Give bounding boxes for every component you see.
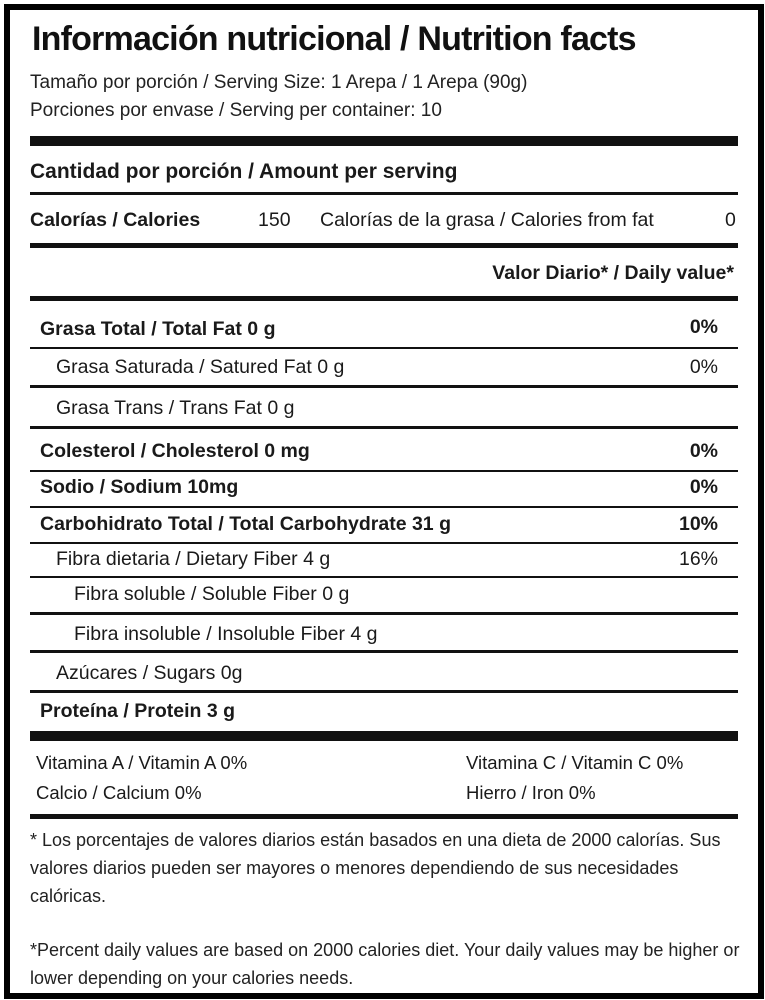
saturated-fat-label: Grasa Saturada / Satured Fat 0 g (56, 356, 345, 378)
divider-thick (30, 136, 738, 146)
nutrition-facts-label (4, 4, 764, 999)
total-fat-label: Grasa Total / Total Fat 0 g (40, 318, 276, 340)
cholesterol-dv: 0% (689, 440, 718, 462)
calories-from-fat-label: Calorías de la grasa / Calories from fat (320, 209, 654, 231)
calories-value: 150 (258, 209, 291, 231)
total-carbohydrate-label: Carbohidrato Total / Total Carbohydrate 31 g (40, 513, 451, 535)
divider (30, 347, 738, 349)
divider (30, 542, 738, 544)
total-carbohydrate-dv: 10% (678, 513, 718, 535)
divider-medium (30, 296, 738, 301)
servings-per-container: Porciones por envase / Serving per container: 10 (30, 100, 442, 121)
vitamin-a: Vitamina A / Vitamin A 0% (36, 752, 248, 773)
footnote-english: *Percent daily values are based on 2000 calories diet. Your daily values may be higher or lower depending on your calories needs. (30, 940, 740, 988)
cholesterol-label: Colesterol / Cholesterol 0 mg (40, 440, 310, 462)
vitamin-c: Vitamina C / Vitamin C 0% (466, 752, 684, 773)
serving-size: Tamaño por porción / Serving Size: 1 Arepa / 1 Arepa (90g) (30, 72, 528, 93)
total-fat-dv: 0% (689, 316, 718, 338)
sodium-dv: 0% (689, 476, 718, 498)
divider (30, 426, 738, 429)
protein-label: Proteína / Protein 3 g (40, 700, 236, 722)
sodium-label: Sodio / Sodium 10mg (40, 476, 239, 498)
trans-fat-label: Grasa Trans / Trans Fat 0 g (56, 397, 295, 419)
saturated-fat-dv: 0% (689, 356, 718, 378)
label-title: Información nutricional / Nutrition facts (32, 20, 636, 58)
amount-per-serving: Cantidad por porción / Amount per serving (30, 160, 458, 183)
dietary-fiber-label: Fibra dietaria / Dietary Fiber 4 g (56, 548, 331, 570)
divider-thick (30, 731, 738, 741)
divider-medium (30, 814, 738, 819)
divider (30, 690, 738, 693)
calories-from-fat-value: 0 (725, 209, 736, 231)
divider (30, 385, 738, 388)
divider (30, 576, 738, 578)
soluble-fiber-label: Fibra soluble / Soluble Fiber 0 g (74, 583, 350, 605)
divider (30, 506, 738, 508)
divider (30, 192, 738, 195)
insoluble-fiber-label: Fibra insoluble / Insoluble Fiber 4 g (74, 623, 378, 645)
footnote-spanish: * Los porcentajes de valores diarios están basados en una dieta de 2000 calorías. Sus valores diarios pueden ser mayores o menores dependiendo de sus necesidades calóricas. (30, 830, 721, 906)
iron: Hierro / Iron 0% (466, 782, 596, 803)
dietary-fiber-dv: 16% (678, 548, 718, 570)
sugars-label: Azúcares / Sugars 0g (56, 662, 243, 684)
calcium: Calcio / Calcium 0% (36, 782, 202, 803)
divider-medium (30, 243, 738, 248)
divider (30, 650, 738, 653)
daily-value-header: Valor Diario* / Daily value* (492, 262, 734, 284)
divider (30, 470, 738, 472)
divider (30, 612, 738, 615)
calories-label: Calorías / Calories (30, 209, 201, 231)
